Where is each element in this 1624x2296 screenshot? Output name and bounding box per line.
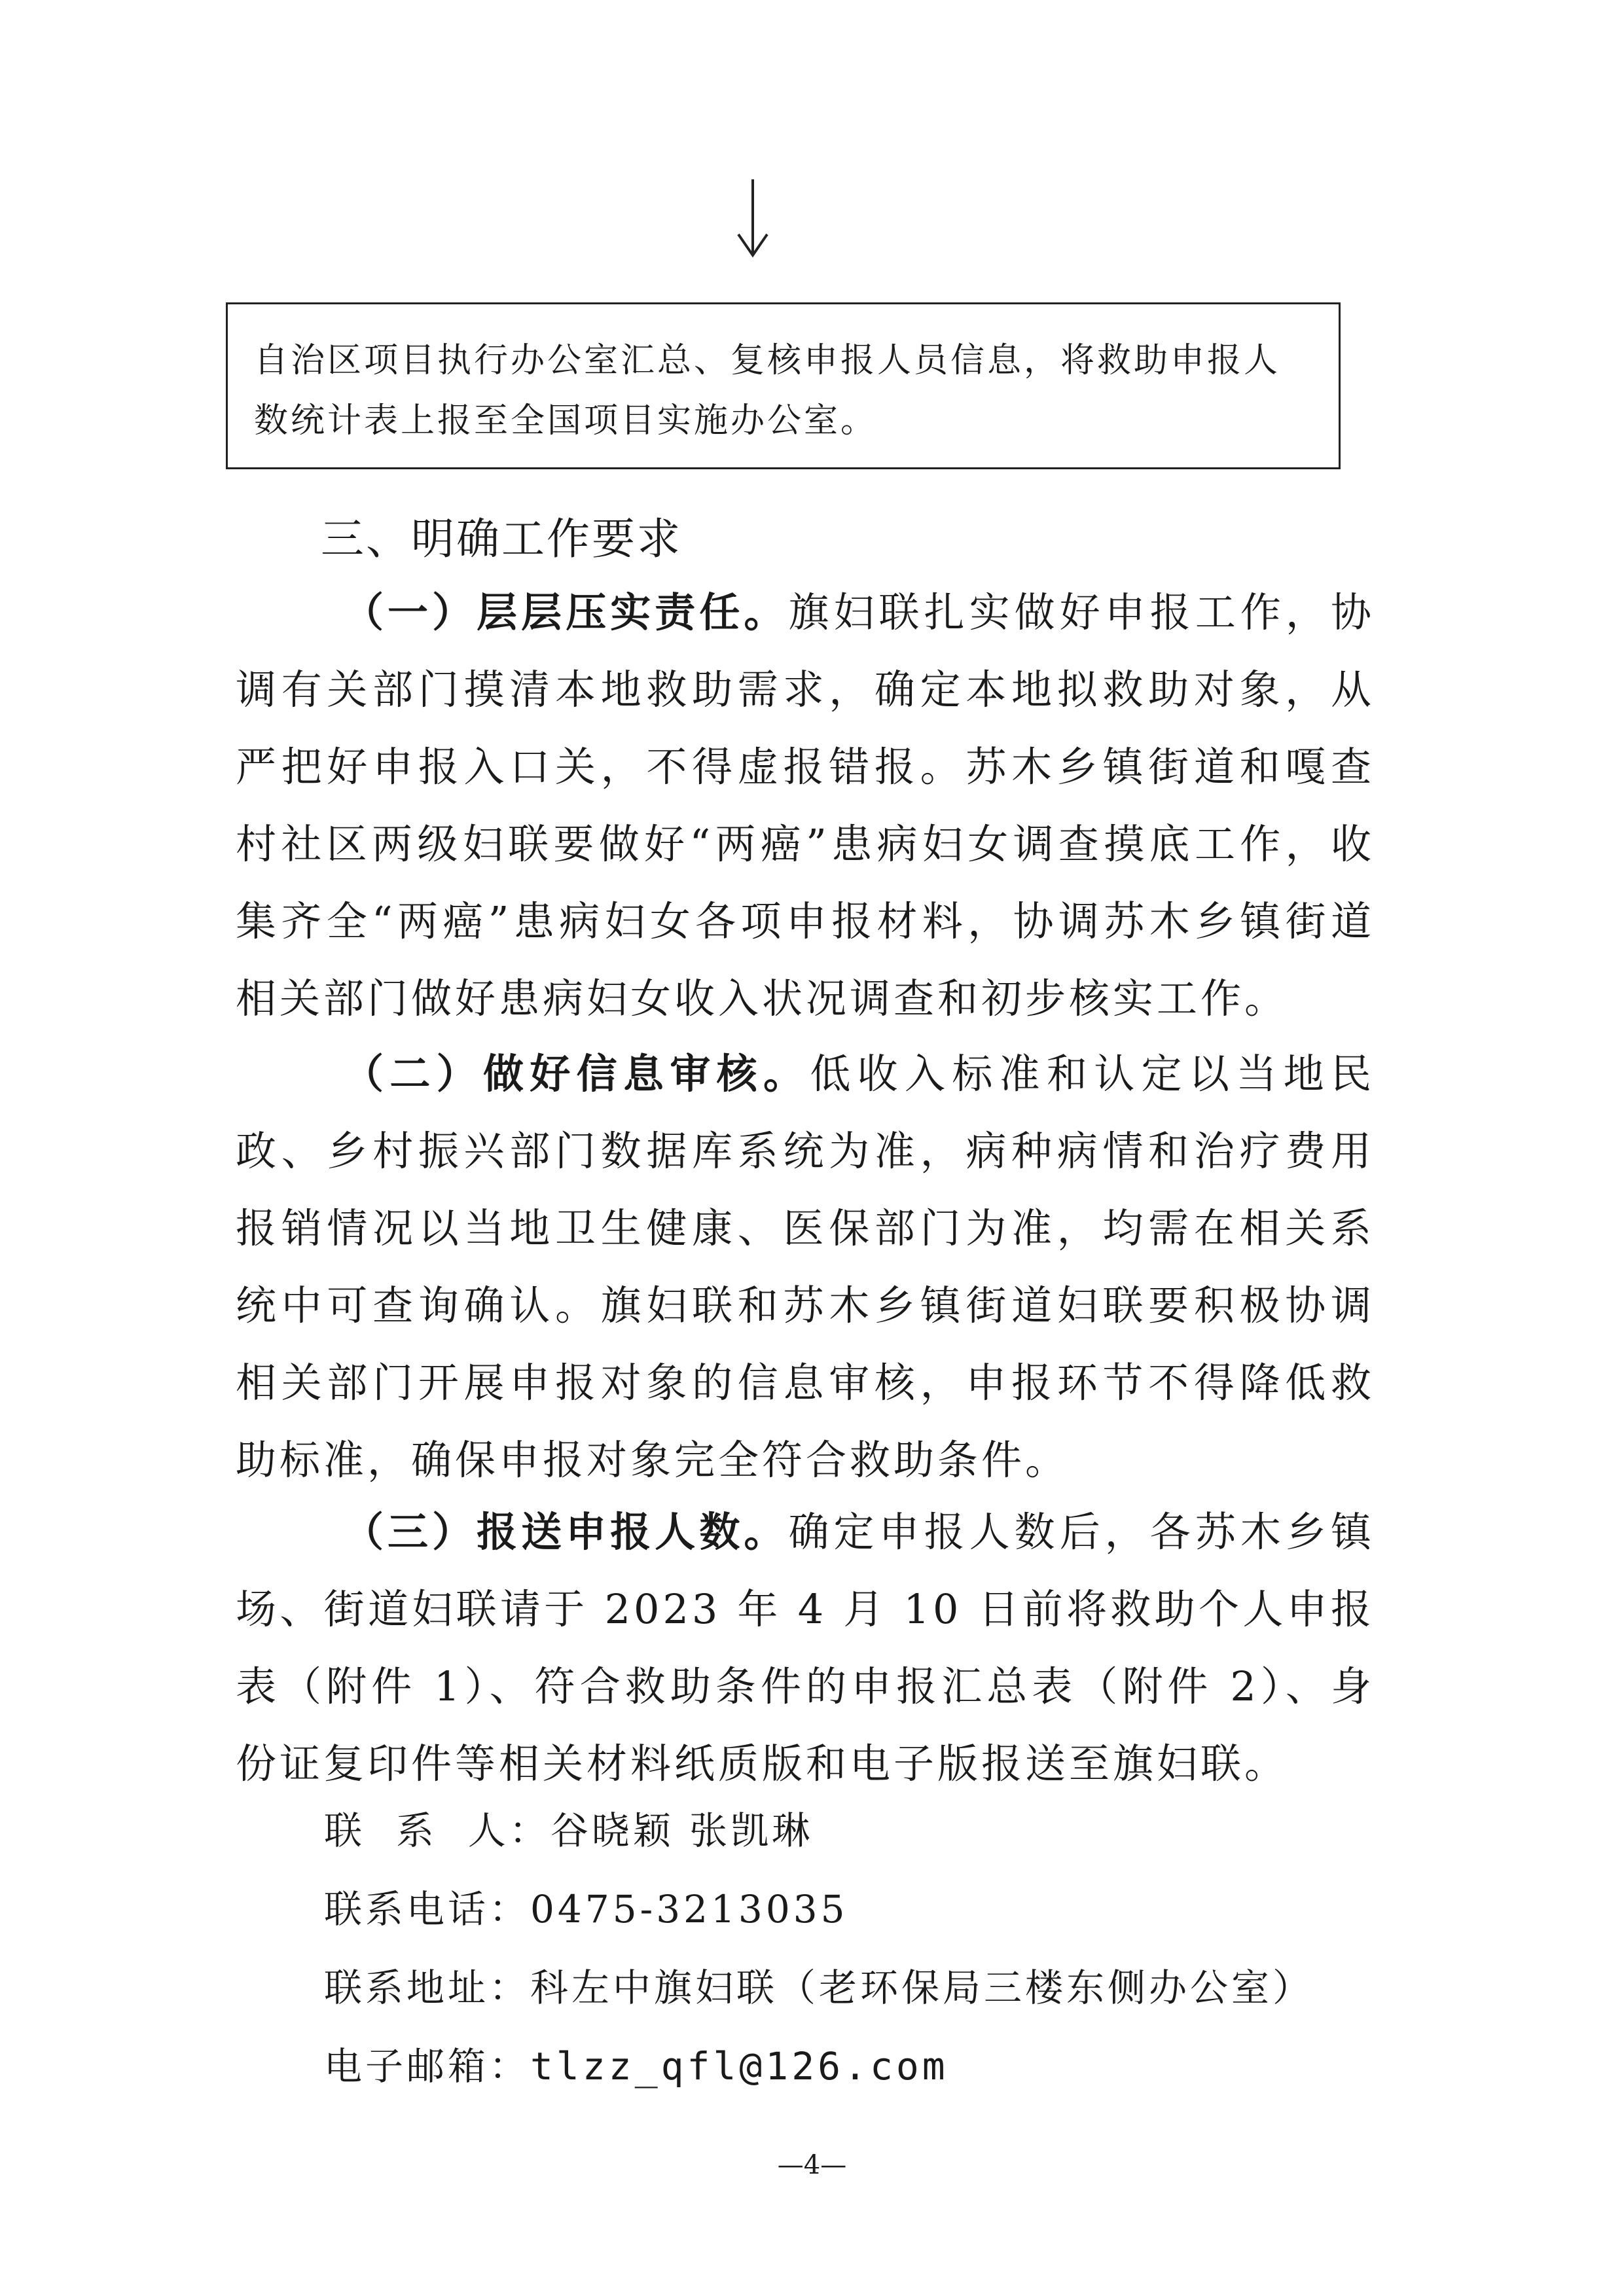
requirement-item-3	[236, 1494, 1375, 1803]
flow-box-line-2: 数统计表上报至全国项目实施办公室。	[254, 401, 878, 440]
contact-address-value: 科左中旗妇联（老环保局三楼东侧办公室）	[530, 1965, 1314, 2010]
requirement-title-3: （三）报送申报人数。	[343, 1508, 789, 1556]
page-number: —4—	[777, 2150, 847, 2180]
requirement-title-2: （二）做好信息审核。	[343, 1050, 810, 1098]
flow-down-arrow-icon	[733, 177, 772, 259]
contact-phone-line	[324, 1878, 848, 1933]
contact-phone-value: 0475-3213035	[530, 1887, 848, 1931]
flow-step-box	[226, 302, 1341, 469]
flow-box-line-1: 自治区项目执行办公室汇总、复核申报人员信息，将救助申报人	[254, 341, 1281, 380]
section-heading: 三、明确工作要求	[321, 514, 682, 564]
requirement-title-1: （一）层层压实责任。	[343, 588, 789, 636]
contact-phone-label: 联系电话：	[324, 1887, 531, 1931]
contact-person-value: 谷晓颖 张凯琳	[550, 1808, 814, 1853]
contact-email-value: tlzz_qfl@126.com	[530, 2044, 948, 2089]
contact-address-line	[324, 1957, 1314, 2012]
contact-person-line	[324, 1800, 813, 1855]
requirement-body-3: 确定申报人数后，各苏木乡镇场、街道妇联请于 2023 年 4 月 10 日前将救助个人申报表（附件 1）、符合救助条件的申报汇总表（附件 2）、身份证复印件等相关材料纸质版和电子版报送至旗妇联。	[236, 1508, 1375, 1787]
contact-email-label: 电子邮箱：	[324, 2044, 531, 2089]
requirement-item-2	[236, 1035, 1375, 1499]
requirement-item-1	[236, 574, 1375, 1037]
contact-person-label: 联 系 人：	[324, 1808, 550, 1853]
contact-email-line	[324, 2036, 948, 2090]
requirement-body-1: 旗妇联扎实做好申报工作，协调有关部门摸清本地救助需求，确定本地拟救助对象，从严把好申报入口关，不得虚报错报。苏木乡镇街道和嘎查村社区两级妇联要做好“两癌”患病妇女调查摸底工作，收集齐全“两癌”患病妇女各项申报材料，协调苏木乡镇街道相关部门做好患病妇女收入状况调查和初步核实工作。	[236, 588, 1375, 1022]
requirement-body-2: 低收入标准和认定以当地民政、乡村振兴部门数据库系统为准，病种病情和治疗费用报销情况以当地卫生健康、医保部门为准，均需在相关系统中可查询确认。旗妇联和苏木乡镇街道妇联要积极协调相关部门开展申报对象的信息审核，申报环节不得降低救助标准，确保申报对象完全符合救助条件。	[236, 1050, 1375, 1484]
contact-address-label: 联系地址：	[324, 1965, 531, 2010]
